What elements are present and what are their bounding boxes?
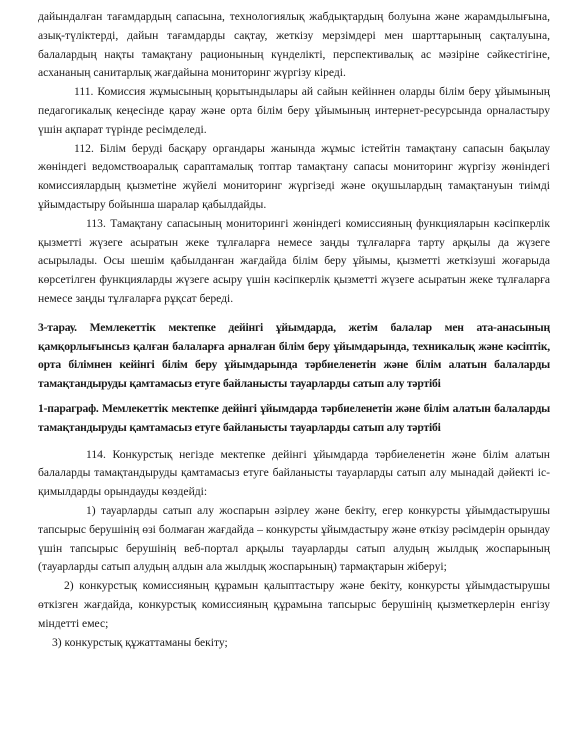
paragraph-113: 113. Тамақтану сапасының мониторингі жөніндегі комиссияның функцияларын кәсіпкерлік қызметті жүзеге асыратын жеке тұлғаларға немесе заңды тұлғаларға тарту арқылы да жүзеге асырылады. Осы шешім қабылданған жағдайда білім беру ұйымы, қызметті жеткізуші жоғарыда көрсетілген функцияларды жүзеге асыру үшін кәсіпкерлік қызметті жүзеге асыратын жеке тұлғаларға немесе заңды тұлғаларға рұқсат береді. [38,216,550,305]
paragraph-112: 112. Білім беруді басқару органдары жанында жұмыс істейтін тамақтану сапасын бақылау жөніндегі ведомствоаралық сараптамалық топтар тамақтану сапасы мониторинг жүргізу жөніндегі комиссиялардың қызметіне жүйелі мониторинг жүргізеді және оқушылардың тамақтануын тиімді ұйымдастыру бойынша шаралар қабылдайды. [38,141,550,211]
list-item-3: 3) конкурстық құжаттаманы бекіту; [52,635,228,649]
paragraph-continuation: дайындалған тағамдардың сапасына, технологиялық жабдықтардың болуына және жарамдылығына, азық-түліктерді, дайын тағамдарды сақтау, жеткізу мерзімдері мен шарттарының сақталуына, балалардың нақты тамақтану рационының күнделікті, перспективалық ас мәзіріне сәйкестігіне, асхананың санитарлық жағдайына мониторинг жүргізу кіреді. [38,10,550,80]
section-heading: 1-параграф. Мемлекеттік мектепке дейінгі ұйымдарда тәрбиеленетін және білім алатын балаларды тамақтандыруды қамтамасыз етуге байланысты тауарларды сатып алу тәртібі [38,401,550,434]
paragraph-111: 111. Комиссия жұмысының қорытындылары ай сайын кейіннен оларды білім беру ұйымының педагогикалық кеңесінде қарау және орта білім беру ұйымының интернет-ресурсында орналастыру үшін ақпарат түрінде ресімделеді. [38,85,550,136]
paragraph-114: 114. Конкурстық негізде мектепке дейінгі ұйымдарда тәрбиеленетін және білім алатын балаларды тамақтандыруды қамтамасыз етуге байланысты тауарларды сатып алу мынадай дәйекті іс-қимылдарды орындауды көздейді: [38,447,550,499]
list-item-2: 2) конкурстық комиссияның құрамын қалыптастыру және бекіту, конкурсты ұйымдастырушы өткізген жағдайда, конкурстық комиссияның құрамына тапсырыс берушінің қызметкерлерін енгізу міндетті емес; [38,579,550,630]
document-page [38,8,550,652]
chapter-heading: 3-тарау. Мемлекеттік мектепке дейінгі ұйымдарда, жетім балалар мен ата-анасының қамқорлығынсыз қалған балаларға арналған білім беру ұйымдарында, техникалық және кәсіптік, орта білімнен кейінгі білім беру ұйымдарында тәрбиеленетін және білім алатын балаларды тамақтандыруды қамтамасыз етуге байланысты тауарларды сатып алу тәртібі [38,320,550,391]
list-item-1: 1) тауарларды сатып алу жоспарын әзірлеу және бекіту, егер конкурсты ұйымдастырушы тапсырыс берушінің өзі болмаған жағдайда – конкурсты ұйымдастыру және өткізу рәсімдерін орындау үшін тапсырыс берушінің веб-портал арқылы тауарларды сатып алудың жылдық жоспарының (тауарларды сатып алудың алдын ала жылдық жоспарының) тармақтарын жіберуі; [38,503,550,574]
